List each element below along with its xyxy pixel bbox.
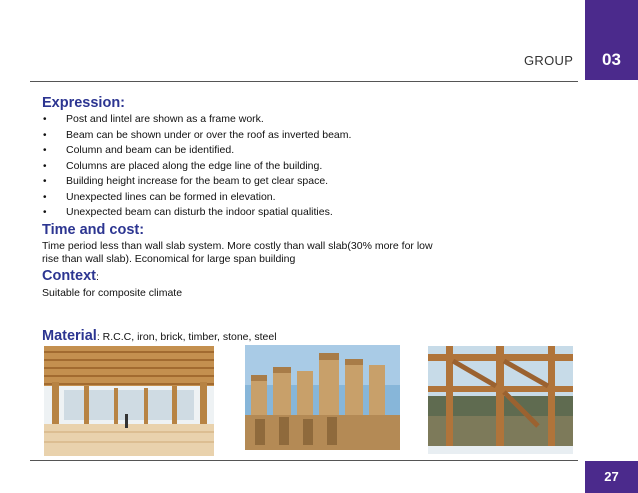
list-item-text: Post and lintel are shown as a frame work. [66, 113, 264, 125]
stone-temple-photo [245, 345, 400, 450]
context-heading-colon: : [95, 271, 99, 283]
list-item [42, 143, 351, 159]
list-item [42, 159, 351, 175]
group-number: 03 [602, 50, 621, 69]
list-item [42, 205, 351, 221]
bullet-icon: • [43, 114, 47, 125]
material-heading-label: Material [42, 328, 97, 344]
list-item-text: Column and beam can be identified. [66, 144, 235, 156]
expression-list [42, 112, 351, 221]
time-cost-line-2: rise than wall slab). Economical for large span building [42, 252, 296, 265]
list-item [42, 174, 351, 190]
top-divider [30, 81, 578, 82]
page-number-tab [585, 461, 638, 493]
context-heading-label: Context [42, 268, 96, 284]
group-number-tab [585, 0, 638, 80]
list-item-text: Unexpected lines can be formed in elevation. [66, 190, 276, 203]
bullet-icon: • [43, 191, 47, 203]
time-cost-line-1: Time period less than wall slab system. More costly than wall slab(30% more for low [42, 240, 433, 252]
page-number: 27 [604, 469, 619, 484]
expression-heading: Expression: [42, 95, 125, 111]
list-item-text: Columns are placed along the edge line of the building. [66, 159, 323, 172]
timber-interior-photo [44, 346, 214, 456]
list-item-text: Beam can be shown under or over the roof as inverted beam. [66, 128, 352, 141]
list-item [42, 112, 351, 128]
list-item-text: Building height increase for the beam to get clear space. [66, 175, 329, 187]
bullet-icon: • [43, 129, 47, 141]
material-heading [42, 328, 277, 344]
bullet-icon: • [43, 207, 47, 218]
bullet-icon: • [43, 145, 47, 156]
context-text: Suitable for composite climate [42, 287, 183, 299]
bullet-icon: • [43, 160, 47, 172]
timber-frame-photo [428, 346, 573, 454]
bottom-divider [30, 460, 578, 461]
bullet-icon: • [43, 176, 47, 187]
list-item [42, 190, 351, 206]
group-label: GROUP [524, 53, 574, 68]
list-item [42, 128, 351, 144]
context-heading [42, 268, 99, 284]
time-cost-text [42, 240, 433, 265]
time-cost-heading: Time and cost: [42, 222, 145, 238]
material-text: : R.C.C, iron, brick, timber, stone, steel [96, 331, 277, 343]
list-item-text: Unexpected beam can disturb the indoor spatial qualities. [66, 206, 333, 218]
